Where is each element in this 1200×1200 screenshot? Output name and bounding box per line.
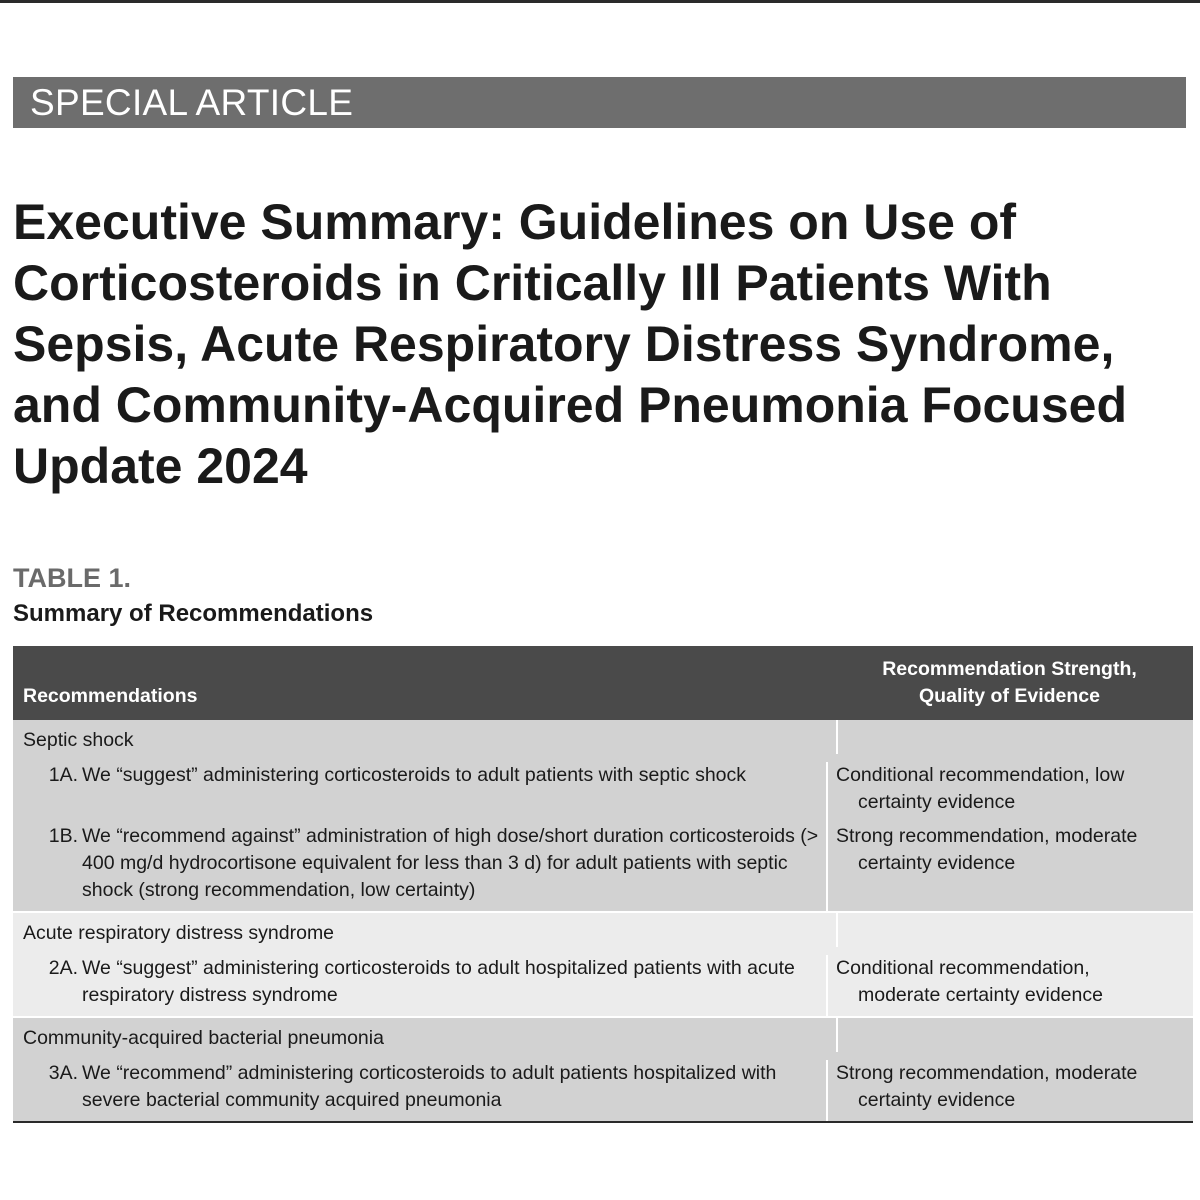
header-strength bbox=[826, 646, 1193, 720]
section-septic-shock bbox=[13, 720, 1193, 911]
rec-text: We “suggest” administering corticosteroids to adult patients with septic shock bbox=[82, 764, 747, 786]
header-strength-line2: Quality of Evidence bbox=[919, 685, 1100, 707]
top-rule bbox=[0, 0, 1200, 3]
rec-strength bbox=[826, 762, 1193, 816]
rec-text: We “recommend” administering corticosteroids to adult patients hospitalized with severe bacterial community acquired pneumonia bbox=[82, 1062, 777, 1111]
table-row bbox=[13, 823, 1193, 904]
rec-number: 1B. bbox=[48, 825, 78, 847]
rec-text: We “suggest” administering corticosteroids to adult hospitalized patients with acute respiratory distress syndrome bbox=[82, 957, 795, 1006]
rec-strength-line2: certainty evidence bbox=[858, 1089, 1016, 1111]
rec-number: 1A. bbox=[48, 764, 78, 786]
header-strength-line1: Recommendation Strength, bbox=[882, 658, 1137, 680]
article-title: Executive Summary: Guidelines on Use of Corticosteroids in Critically Ill Patients With Sepsis, Acute Respiratory Distress Syndrome, and Community-Acquired Pneumonia Focused Update 2024 bbox=[13, 194, 1127, 494]
banner-label: SPECIAL ARTICLE bbox=[30, 82, 354, 123]
rec-number: 2A. bbox=[48, 957, 78, 979]
section-heading: Septic shock bbox=[23, 729, 134, 751]
rec-strength-line1: Conditional recommendation, bbox=[836, 957, 1090, 979]
header-recommendations bbox=[13, 646, 826, 720]
section-ards bbox=[13, 911, 1193, 1016]
rec-number: 3A. bbox=[48, 1062, 78, 1084]
table-row bbox=[13, 1052, 1193, 1114]
rec-strength-line2: moderate certainty evidence bbox=[858, 984, 1103, 1006]
header-recommendations-label: Recommendations bbox=[23, 685, 198, 707]
section-heading: Acute respiratory distress syndrome bbox=[23, 922, 335, 944]
recommendations-table bbox=[13, 646, 1193, 1123]
rec-strength-line1: Strong recommendation, moderate bbox=[836, 825, 1138, 847]
rec-strength-line1: Conditional recommendation, low bbox=[836, 764, 1125, 786]
rec-strength-line1: Strong recommendation, moderate bbox=[836, 1062, 1138, 1084]
rec-strength bbox=[826, 823, 1193, 904]
section-pneumonia bbox=[13, 1016, 1193, 1121]
table-bottom-rule bbox=[13, 1121, 1193, 1123]
table-row bbox=[13, 754, 1193, 816]
rec-text: We “recommend against” administration of high dose/short duration corticosteroids (> 400 mg/d hydrocortisone equivalent for less than 3 d) for adult patients with septic shock (strong recommendation, low certainty) bbox=[82, 825, 819, 901]
table-header bbox=[13, 646, 1193, 720]
section-heading: Community-acquired bacterial pneumonia bbox=[23, 1027, 384, 1049]
table-row bbox=[13, 947, 1193, 1009]
table-caption: Summary of Recommendations bbox=[13, 600, 374, 627]
section-banner bbox=[13, 77, 1186, 128]
rec-strength bbox=[826, 1060, 1193, 1114]
rec-strength bbox=[826, 955, 1193, 1009]
rec-strength-line2: certainty evidence bbox=[858, 791, 1016, 813]
rec-strength-line2: certainty evidence bbox=[858, 852, 1016, 874]
table-label: TABLE 1. bbox=[13, 563, 132, 593]
